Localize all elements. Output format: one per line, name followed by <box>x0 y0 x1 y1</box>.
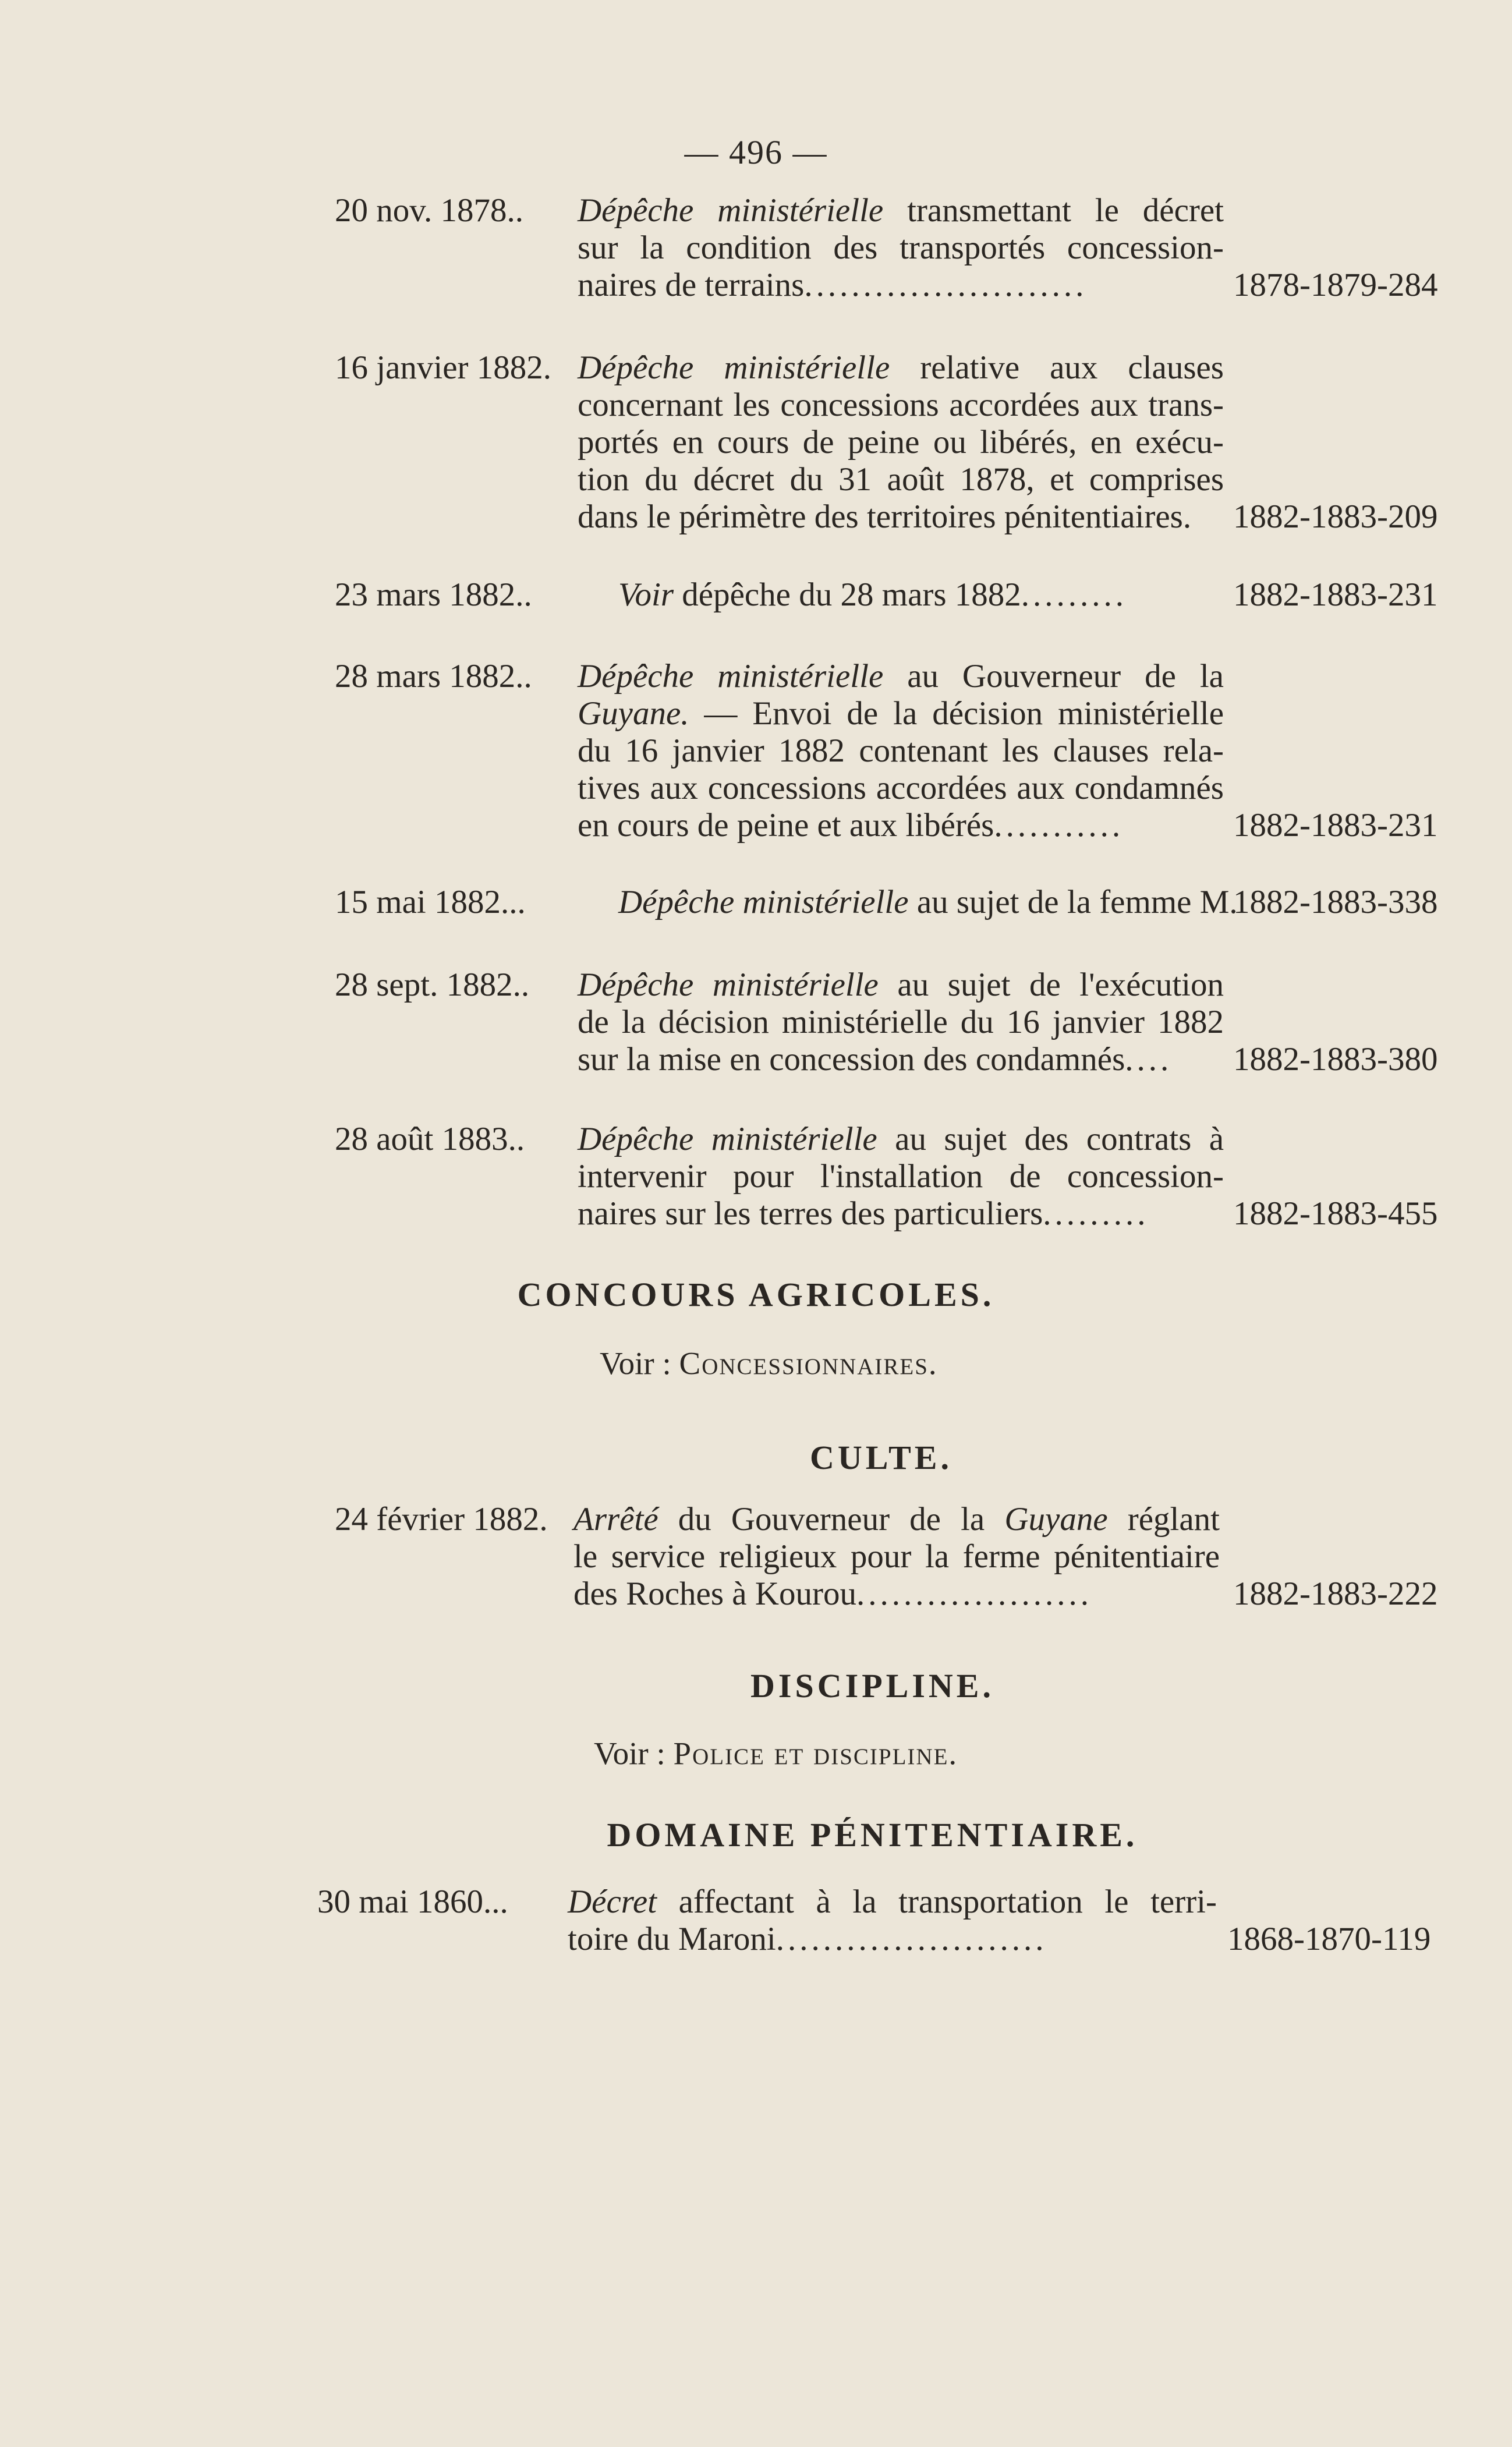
entry-text: Dépêche ministérielle au Gouverneur de la Guyane. — Envoi de la décision ministérielle du 16 janvier 1882 contenant les clauses rela- tives aux concessions accordées aux condamnés en cours de peine et aux libérés........... <box>578 658 1224 844</box>
entry-reference: 1882-1883-222 <box>1233 1575 1438 1612</box>
section-heading-domaine-penitentiaire: DOMAINE PÉNITENTIAIRE. <box>607 1816 1138 1854</box>
entry-date: 16 janvier 1882. <box>335 349 552 386</box>
entry-date: 30 mai 1860... <box>317 1883 508 1920</box>
entry-text: Dépêche ministérielle transmettant le décret sur la condition des transportés concession- naires de terrains........................ <box>578 192 1224 303</box>
entry-text: Dépêche ministérielle au sujet des contrats à intervenir pour l'installation de concession- naires sur les terres des particuliers......... <box>578 1121 1224 1232</box>
entry-reference: 1882-1883-380 <box>1233 1041 1438 1078</box>
section-heading-concours-agricoles: CONCOURS AGRICOLES. <box>517 1276 995 1313</box>
page-number: — 496 — <box>684 133 828 171</box>
entry-text: Décret affectant à la transportation le terri- toire du Maroni....................... <box>568 1883 1217 1957</box>
entry-reference: 1882-1883-231 <box>1233 576 1438 613</box>
entry-reference: 1868-1870-119 <box>1227 1921 1431 1957</box>
section-heading-discipline: DISCIPLINE. <box>750 1667 994 1705</box>
entry-reference: 1882-1883-231 <box>1233 807 1438 844</box>
entry-date: 20 nov. 1878.. <box>335 192 524 229</box>
entry-date: 15 mai 1882... <box>335 884 526 920</box>
entry-reference: 1882-1883-455 <box>1233 1195 1438 1232</box>
entry-text: Dépêche ministérielle relative aux clauses concernant les concessions accordées aux trans- portés en cours de peine ou libérés, en exécu- tion du décret du 31 août 1878, et comprises dans le périmètre des territoires pénitentiaires. <box>578 349 1224 535</box>
entry-text: Dépêche ministérielle au sujet de l'exécution de la décision ministérielle du 16 janvier 1882 sur la mise en concession des condamnés.... <box>578 966 1224 1078</box>
section-heading-culte: CULTE. <box>809 1439 952 1476</box>
see-also-discipline: Voir : Police et discipline. <box>594 1736 958 1771</box>
entry-reference: 1878-1879-284 <box>1233 267 1438 303</box>
entry-reference: 1882-1883-209 <box>1233 498 1438 535</box>
entry-date: 28 sept. 1882.. <box>335 966 530 1003</box>
entry-text: Dépêche ministérielle au sujet de la femme M. <box>618 884 1238 920</box>
entry-date: 23 mars 1882.. <box>335 576 532 613</box>
entry-date: 28 août 1883.. <box>335 1121 525 1157</box>
entry-reference: 1882-1883-338 <box>1233 884 1438 920</box>
see-also-concours: Voir : Concessionnaires. <box>600 1345 938 1381</box>
entry-date: 24 février 1882. <box>335 1501 548 1538</box>
entry-text: Arrêté du Gouverneur de la Guyane réglant le service religieux pour la ferme pénitentiaire des Roches à Kourou.................... <box>573 1501 1220 1612</box>
entry-text: Voir dépêche du 28 mars 1882......... <box>618 576 1128 613</box>
entry-date: 28 mars 1882.. <box>335 658 532 695</box>
